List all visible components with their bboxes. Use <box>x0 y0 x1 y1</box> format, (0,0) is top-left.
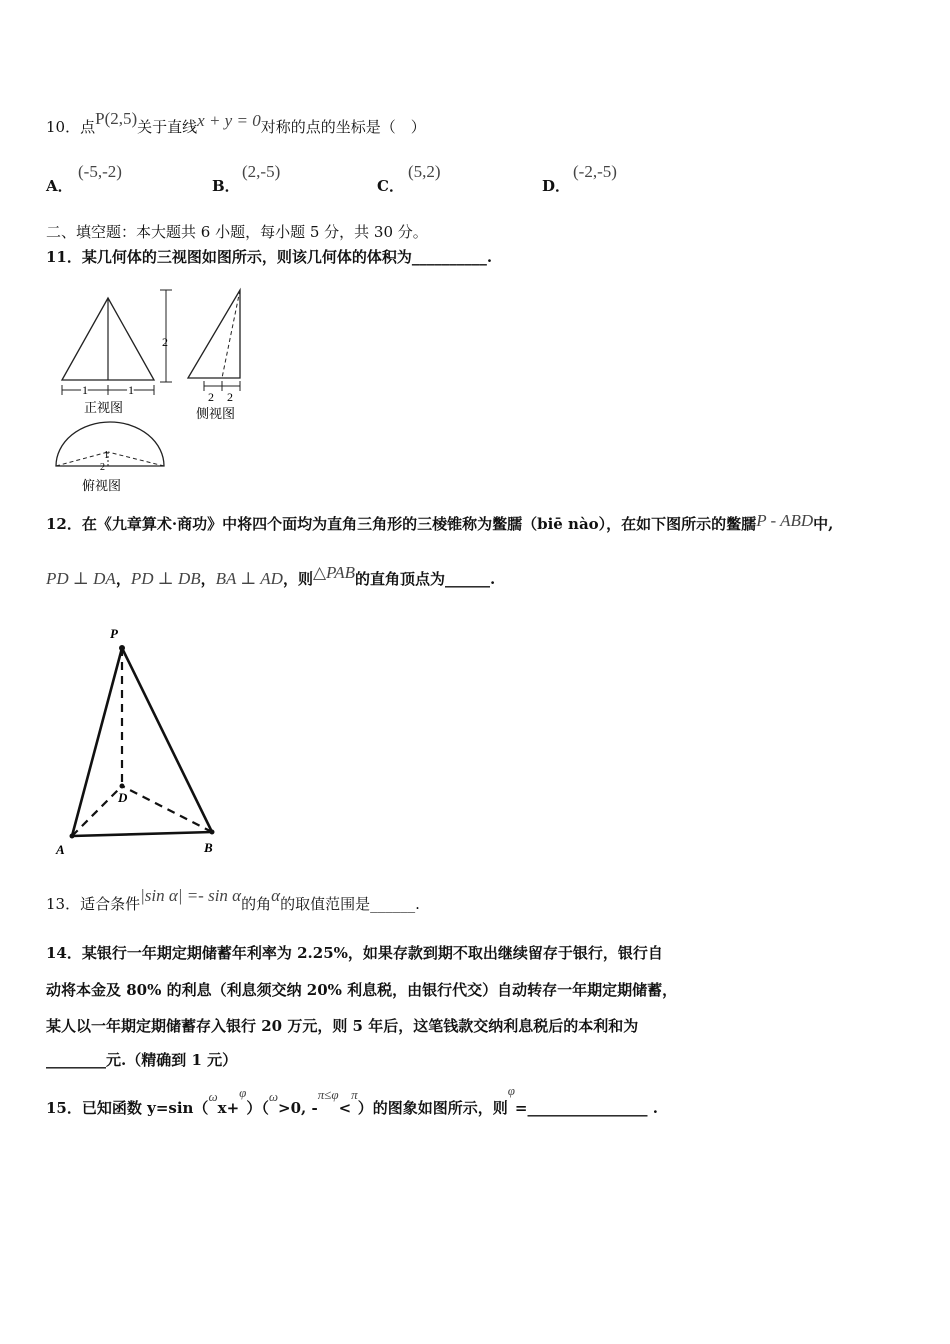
vertex-d: D <box>118 790 128 805</box>
point-p: P(2,5) <box>95 109 138 128</box>
pyramid-expr: P - ABD <box>756 511 814 530</box>
dim-right: 1 <box>128 383 134 397</box>
q14-line3: 某人以一年期定期储蓄存入银行 20 万元，则 5 年后，这笔钱款交纳利息税后的本利和为 <box>46 1017 639 1035</box>
dim-left: 1 <box>82 383 88 397</box>
edge-pa <box>72 648 122 836</box>
side-view-triangle <box>188 290 240 378</box>
q14-line2: 动将本金及 80% 的利息（利息须交纳 20% 利息税，由银行代交）自动转存一年期定期储蓄， <box>46 981 678 999</box>
q10-number: 10． <box>46 118 81 136</box>
line-equation: x + y = 0 <box>197 111 261 130</box>
top-view-semicircle <box>56 422 164 466</box>
q10-option-a-label: A． <box>46 177 73 195</box>
vertex-a: A <box>56 842 65 857</box>
q10-line: 10．点P(2,5)关于直线x + y = 0对称的点的坐标是（ ） <box>46 109 426 136</box>
section-heading: 二、填空题：本大题共 6 小题，每小题 5 分，共 30 分。 <box>46 223 428 241</box>
q10-option-c-label: C． <box>377 177 404 195</box>
top-view-dashed-right <box>108 452 164 466</box>
q10-option-b-label: B． <box>212 177 240 195</box>
q13-alpha: α <box>271 886 281 905</box>
q12-line2: PD ⊥ DA，PD ⊥ DB，BA ⊥ AD，则△PAB的直角顶点为______. <box>46 563 496 588</box>
q11-text: 11．某几何体的三视图如图所示，则该几何体的体积为__________. <box>46 248 493 266</box>
q15-line: 15．已知函数 y=sin（ωx+φ）（ω>0, -π≤φ<π）的图象如图所示，则φ=________________ . <box>46 1083 658 1117</box>
q13-line: 13．适合条件|sin α| =- sin α的角α的取值范围是______. <box>46 886 420 913</box>
condition-3: BA ⊥ AD <box>215 569 283 588</box>
q12-pyramid-figure <box>50 620 250 860</box>
q10-option-d-label: D． <box>542 177 571 195</box>
vertex-p: P <box>110 626 118 641</box>
side-dim-left: 2 <box>208 390 214 404</box>
side-view-label: 侧视图 <box>196 406 236 421</box>
dim-height: 2 <box>162 335 168 349</box>
edge-bd <box>122 786 212 832</box>
q14-line4: ________元.（精确到 1 元） <box>46 1051 238 1069</box>
vertex-b: B <box>204 840 213 855</box>
triangle-pab: △PAB <box>312 563 356 582</box>
condition-1: PD ⊥ DA <box>46 569 116 588</box>
top-dim-a: 1 <box>104 450 109 461</box>
q13-condition: |sin α| =- sin α <box>140 886 242 905</box>
side-dim-right: 2 <box>227 390 233 404</box>
side-view-hidden-edge <box>222 290 240 378</box>
top-dim-b: 2 <box>100 462 105 473</box>
q10-option-a-value: (-5,-2) <box>78 162 122 181</box>
q12-line1: 12．在《九章算术·商功》中将四个面均为直角三角形的三棱锥称为鳖臑（biē nào），在如下图所示的鳖臑P - ABD中, <box>46 511 834 533</box>
q10-option-c-value: (5,2) <box>408 162 441 181</box>
q10-option-d-value: (-2,-5) <box>573 162 617 181</box>
q14-line1: 14．某银行一年期定期储蓄年利率为 2.25%，如果存款到期不取出继续留存于银行，银行自 <box>46 944 663 962</box>
q11-three-views-figure <box>44 280 304 500</box>
top-view-label: 俯视图 <box>82 478 122 493</box>
q10-option-b-value: (2,-5) <box>242 162 281 181</box>
condition-2: PD ⊥ DB <box>130 569 201 588</box>
edge-pb <box>122 648 212 832</box>
edge-ab <box>72 832 212 836</box>
front-view-label: 正视图 <box>84 400 124 415</box>
